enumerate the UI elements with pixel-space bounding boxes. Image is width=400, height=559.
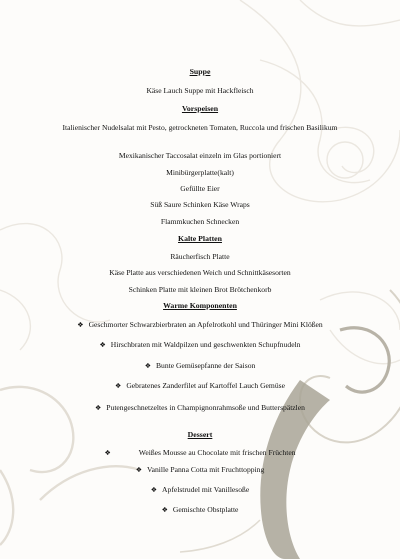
menu-item: Gefüllte Eier [180,184,220,193]
menu-item: Italienischer Nudelsalat mit Pesto, getrockneten Tomaten, Ruccola und frischen Basilikum [62,123,338,132]
menu-item: Käse Platte aus verschiedenen Weich und Schnittkäsesorten [109,268,291,277]
diamond-bullet-icon: ❖ [99,341,106,349]
diamond-bullet-icon: ❖ [77,321,84,329]
menu-item-text: Putengeschnetzeltes in Champignonrahmsoße und Butterspätzlen [106,403,305,412]
menu-item [0,505,400,515]
section-heading-warme-komponenten: Warme Komponenten [163,301,237,310]
menu-item-text: Gebratenes Zanderfilet auf Kartoffel Lauch Gemüse [126,381,285,390]
diamond-bullet-icon: ❖ [115,382,122,390]
diamond-bullet-icon: ❖ [104,449,111,457]
menu-item [0,381,400,391]
menu-item [0,485,400,495]
section-heading-vorspeisen: Vorspeisen [181,104,219,113]
menu-item: Mexikanischer Taccosalat einzeln im Glas portioniert [118,151,282,160]
menu-item: Käse Lauch Suppe mit Hackfleisch [146,86,254,95]
menu-item: Minibürgerplatte(kalt) [166,168,234,177]
menu-item: Süß Saure Schinken Käse Wraps [150,200,250,209]
section-heading-dessert: Dessert [187,430,213,439]
menu-item [0,361,400,371]
menu-item [0,448,400,458]
menu-item-text: Geschmorter Schwarzbierbraten an Apfelrotkohl und Thüringer Mini Klößen [88,320,323,329]
section-heading-suppe: Suppe [189,67,211,76]
section-heading-kalte-platten: Kalte Platten [178,234,222,243]
menu-item [0,465,400,475]
diamond-bullet-icon: ❖ [150,486,158,494]
menu-item: Räucherfisch Platte [170,252,230,261]
menu-item [0,403,400,413]
menu-item-text: Gemischte Obstplatte [172,505,239,514]
menu-item-text: Bunte Gemüsepfanne der Saison [155,361,256,370]
menu-item-text: Weißes Mousse au Chocolate mit frischen Früchten [138,448,296,457]
menu-item-text: Apfelstrudel mit Vanillesoße [162,485,250,494]
menu-item-text: Hirschbraten mit Waldpilzen und geschwenkten Schupfnudeln [110,340,301,349]
diamond-bullet-icon: ❖ [161,506,168,514]
menu-item [0,320,400,330]
menu-item [0,340,400,350]
menu-item: Flammkuchen Schnecken [160,217,240,226]
menu-item: Schinken Platte mit kleinen Brot Brötchenkorb [128,285,272,294]
diamond-bullet-icon: ❖ [144,362,151,370]
diamond-bullet-icon: ❖ [135,466,142,474]
diamond-bullet-icon: ❖ [95,404,102,412]
menu-item-text: Vanille Panna Cotta mit Fruchttopping [147,465,265,474]
